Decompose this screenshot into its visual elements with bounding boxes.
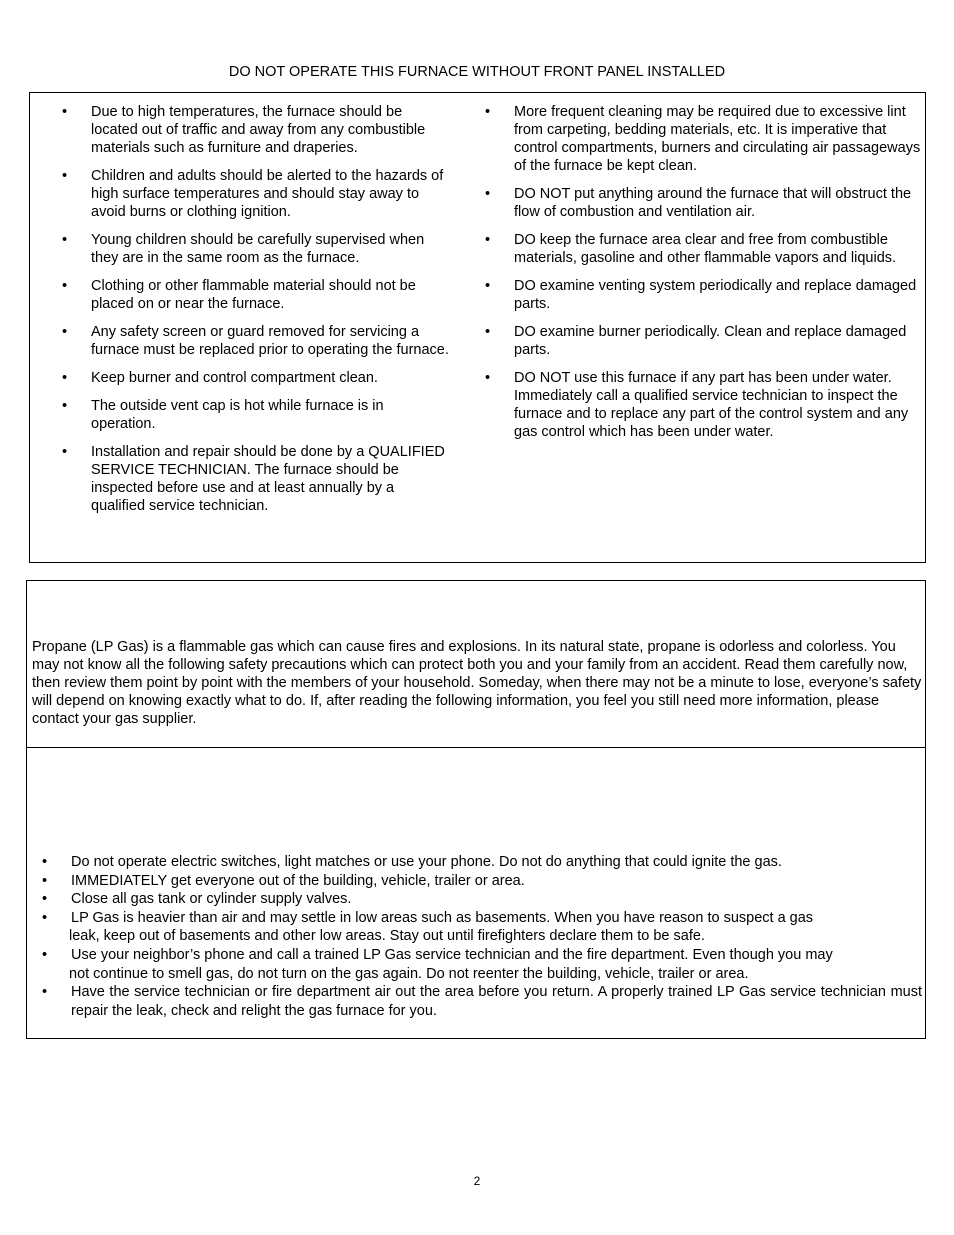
list-item (485, 369, 925, 441)
list-item-text: DO NOT use this furnace if any part has been under water. Immediately call a qualified service technician to inspect the furnace and to replace any part of the control system and any gas control which has been under water. (514, 370, 909, 440)
list-item: • Use your neighbor’s phone and call a trained LP Gas service technician and the fire department. Even though you may not continue to smell gas, do not turn on the gas again. Do not reenter the building, vehicle, trailer or area. (42, 946, 833, 982)
bullet-icon: • (42, 891, 48, 908)
bullet-icon: • (62, 104, 68, 120)
safety-warnings-box (29, 92, 926, 563)
page-number: 2 (473, 1174, 481, 1188)
propane-paragraph: Propane (LP Gas) is a flammable gas which can cause fires and explosions. In its natural state, propane is odorless and colorless. You may not know all the following safety precautions which can protect both you and your family from an accident. Read them carefully now, then review them point by point with the members of your household. Someday, when there may not be a minute to lose, everyone’s safety will depend on knowing exactly what to do. If, after reading the following information, you feel you still need more information, please contact your gas supplier. (32, 639, 922, 727)
list-item-text: Clothing or other flammable material should not be placed on or near the furnace. (91, 278, 416, 312)
list-item-text: Young children should be carefully supervised when they are in the same room as the furnace. (91, 232, 425, 266)
bullet-icon: • (62, 324, 68, 340)
propane-info-box (26, 580, 926, 748)
list-item-text: Installation and repair should be done by a QUALIFIED SERVICE TECHNICIAN. The furnace should be inspected before use and at least annually by a qualified service technician. (91, 444, 445, 514)
list-item (485, 323, 925, 359)
list-item (62, 231, 452, 267)
bullet-icon: • (485, 370, 491, 386)
bullet-icon: • (42, 872, 48, 889)
bullet-icon: • (62, 168, 68, 184)
page-heading: DO NOT OPERATE THIS FURNACE WITHOUT FRONT PANEL INSTALLED (228, 64, 726, 80)
list-item-text: DO examine burner periodically. Clean and replace damaged parts. (514, 324, 907, 358)
bullet-icon: • (485, 278, 491, 294)
safety-left-list (62, 103, 452, 515)
list-item (62, 277, 452, 313)
bullet-icon: • (42, 946, 48, 963)
list-item-text: DO NOT put anything around the furnace that will obstruct the flow of combustion and ventilation air. (514, 186, 912, 220)
list-item: • Do not operate electric switches, light matches or use your phone. Do not do anything that could ignite the gas. (42, 854, 782, 870)
safety-left-column (62, 103, 452, 525)
list-item: • Close all gas tank or cylinder supply valves. (42, 891, 352, 908)
gas-leak-list (42, 853, 922, 1020)
bullet-icon: • (42, 984, 48, 1001)
list-item-text: Children and adults should be alerted to the hazards of high surface temperatures and should stay away to avoid burns or clothing ignition. (91, 168, 444, 220)
list-item: • Have the service technician or fire department air out the area before you return. A properly trained LP Gas service technician must repair the leak, check and relight the gas furnace for you. (42, 984, 922, 1019)
bullet-icon: • (485, 186, 491, 202)
bullet-icon: • (485, 104, 491, 120)
bullet-icon: • (62, 370, 68, 386)
bullet-icon: • (62, 232, 68, 248)
list-item (62, 103, 452, 157)
bullet-icon: • (62, 444, 68, 460)
list-item (62, 443, 452, 515)
list-item (62, 397, 452, 433)
bullet-icon: • (62, 398, 68, 414)
list-item (62, 369, 452, 387)
list-item: • LP Gas is heavier than air and may settle in low areas such as basements. When you have reason to suspect a gas leak, keep out of basements and other low areas. Stay out until firefighters declare them to be safe. (42, 909, 814, 945)
list-item-text: DO keep the furnace area clear and free from combustible materials, gasoline and other flammable vapors and liquids. (514, 232, 897, 266)
list-item (485, 103, 925, 175)
list-item (62, 323, 452, 359)
list-item (62, 167, 452, 221)
list-item-text: More frequent cleaning may be required due to excessive lint from carpeting, bedding materials, etc. It is imperative that control compartments, burners and circulating air passageways of the furnace be kept clean. (514, 104, 921, 174)
list-item (485, 231, 925, 267)
list-item: • IMMEDIATELY get everyone out of the building, vehicle, trailer or area. (42, 872, 525, 889)
bullet-icon: • (42, 854, 48, 870)
bullet-icon: • (42, 909, 48, 926)
bullet-icon: • (62, 278, 68, 294)
list-item-text: Due to high temperatures, the furnace should be located out of traffic and away from any combustible materials such as furniture and draperies. (91, 104, 426, 156)
list-item-text: Any safety screen or guard removed for servicing a furnace must be replaced prior to operating the furnace. (91, 324, 449, 358)
bullet-icon: • (485, 324, 491, 340)
list-item-text: Keep burner and control compartment clean. (91, 370, 378, 386)
list-item-text: The outside vent cap is hot while furnace is in operation. (91, 398, 384, 432)
list-item-text: DO examine venting system periodically and replace damaged parts. (514, 278, 917, 312)
safety-right-list (485, 103, 925, 441)
list-item (485, 185, 925, 221)
list-item (485, 277, 925, 313)
bullet-icon: • (485, 232, 491, 248)
safety-right-column (485, 103, 925, 451)
gas-leak-box (26, 746, 926, 1039)
